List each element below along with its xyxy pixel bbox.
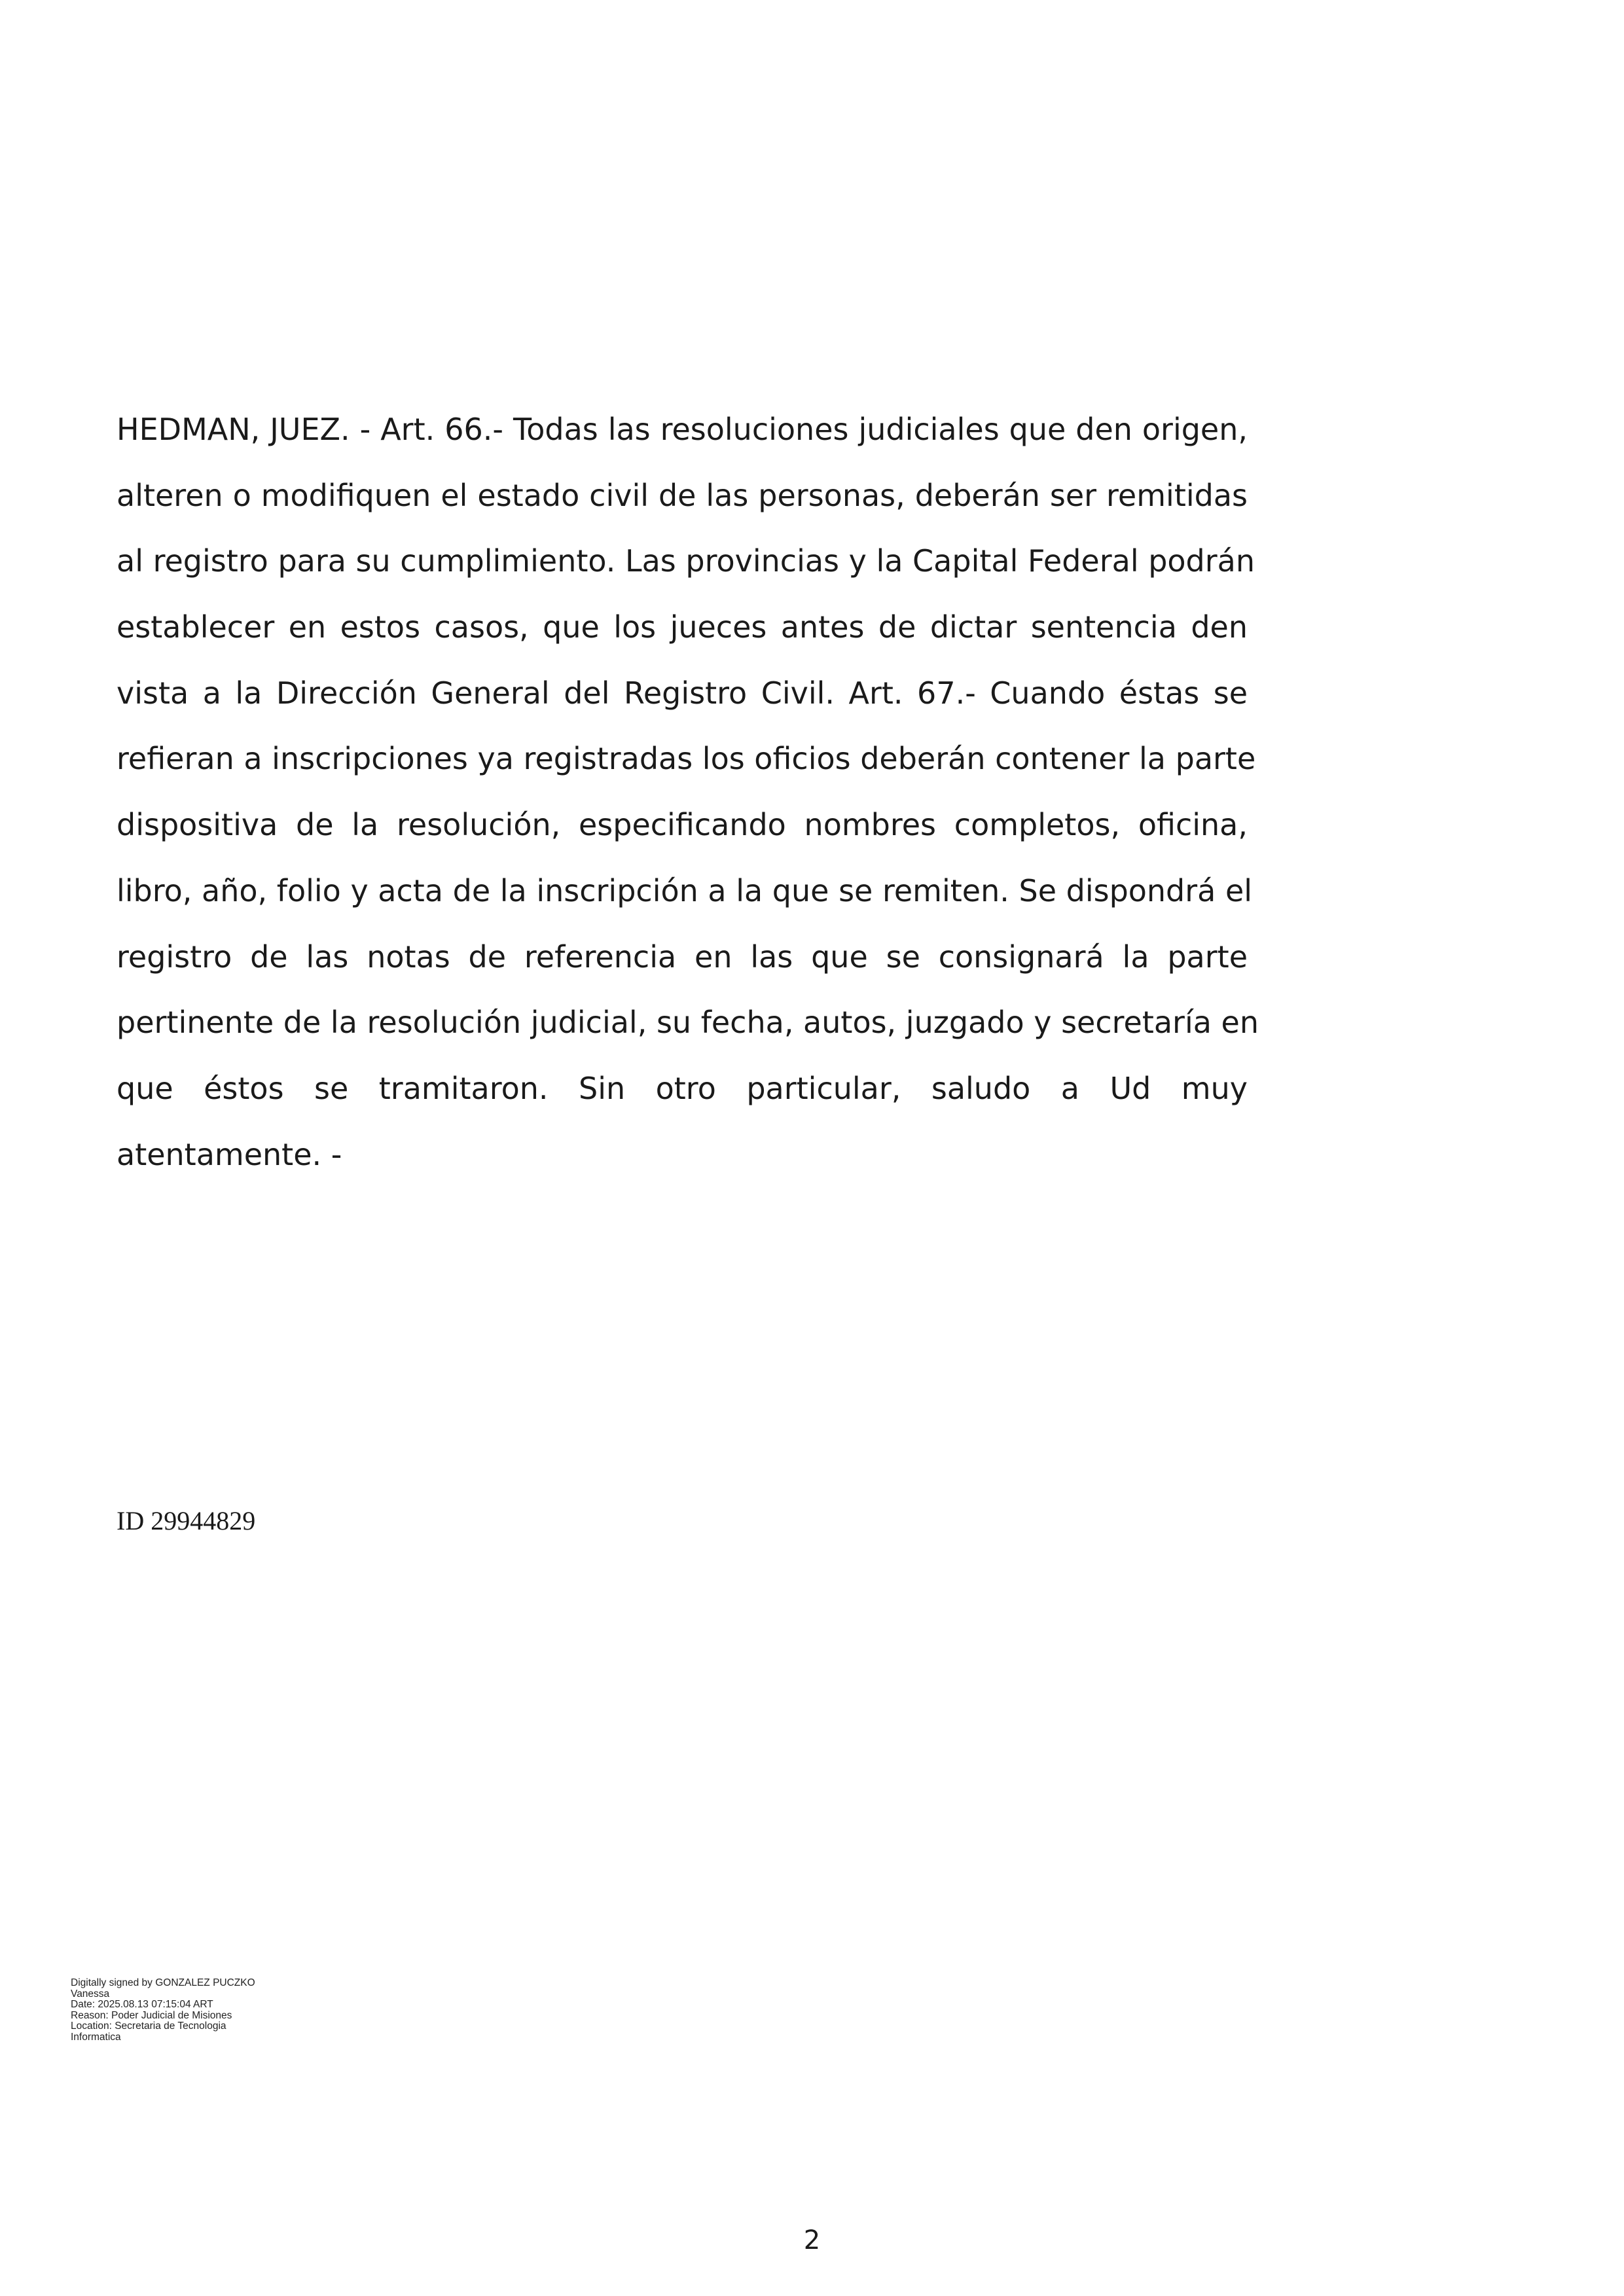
body-line: vista a la Dirección General del Registro Civil. Art. 67.- Cuando éstas se xyxy=(117,675,1248,711)
signature-line: Location: Secretaria de Tecnologia xyxy=(71,2020,226,2032)
signature-line: Informatica xyxy=(71,2031,121,2043)
body-line: establecer en estos casos, que los jueces antes de dictar sentencia den xyxy=(117,609,1248,645)
body-line: registro de las notas de referencia en las que se consignará la parte xyxy=(117,939,1248,975)
signature-line: Digitally signed by GONZALEZ PUCZKO xyxy=(71,1977,255,1988)
body-line: al registro para su cumplimiento. Las provincias y la Capital Federal podrán xyxy=(117,543,1255,579)
body-line: HEDMAN, JUEZ. - Art. 66.- Todas las resoluciones judiciales que den origen, xyxy=(117,412,1248,447)
body-line: libro, año, folio y acta de la inscripción a la que se remiten. Se dispondrá el xyxy=(117,872,1253,908)
signature-line: Date: 2025.08.13 07:15:04 ART xyxy=(71,1999,213,2011)
page-number: 2 xyxy=(803,2225,821,2255)
body-line: pertinente de la resolución judicial, su fecha, autos, juzgado y secretaría en xyxy=(117,1005,1259,1041)
body-line: que éstos se tramitaron. Sin otro particular, saludo a Ud muy xyxy=(117,1070,1248,1106)
document-id: ID 29944829 xyxy=(117,1506,256,1535)
body-paragraph xyxy=(117,397,1259,1187)
body-line: alteren o modifiquen el estado civil de las personas, deberán ser remitidas xyxy=(117,477,1248,513)
signature-line: Vanessa xyxy=(71,1988,110,2000)
body-line: dispositiva de la resolución, especificando nombres completos, oficina, xyxy=(117,807,1248,843)
body-line: refieran a inscripciones ya registradas los oficios deberán contener la parte xyxy=(117,741,1256,777)
digital-signature-block xyxy=(71,1978,411,2043)
signature-line: Reason: Poder Judicial de Misiones xyxy=(71,2009,232,2021)
body-line: atentamente. - xyxy=(117,1136,342,1172)
